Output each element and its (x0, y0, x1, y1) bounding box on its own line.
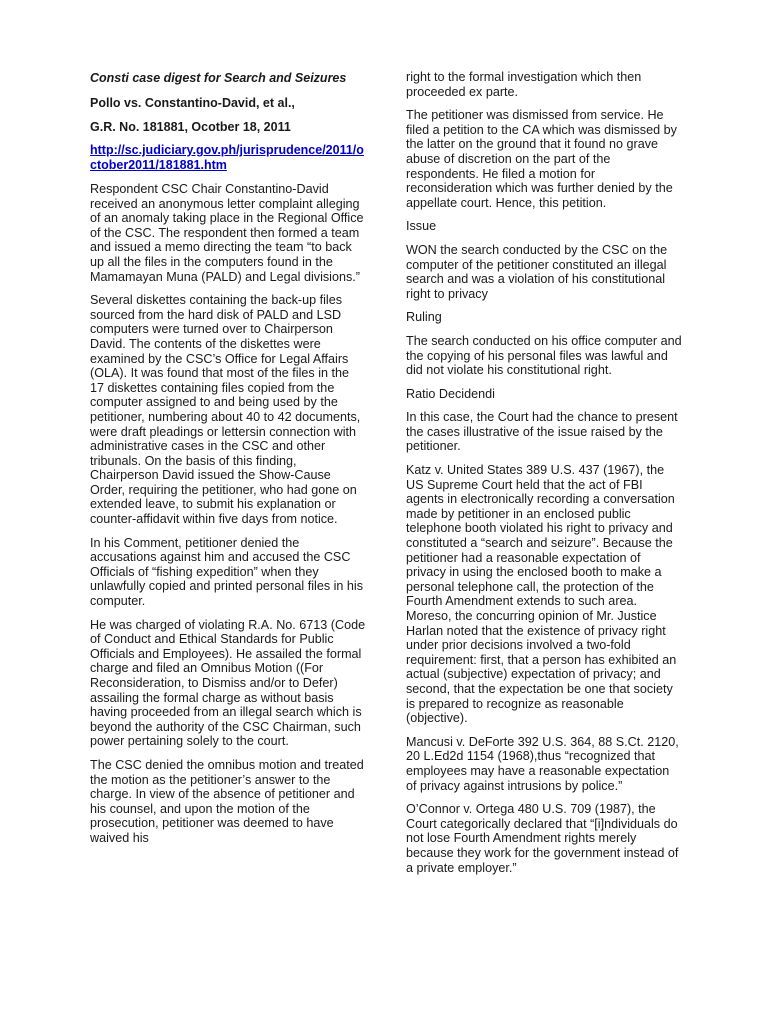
ruling-heading: Ruling (406, 310, 442, 325)
ratio-heading: Ratio Decidendi (406, 386, 495, 401)
left-column (90, 70, 366, 855)
facts-paragraph-3: In his Comment, petitioner denied the accusations against him and accused the CSC Officials of “fishing expedition” when they unlawfully copied and printed personal files in his computer. (90, 535, 364, 609)
ratio-paragraph-oconnor: O’Connor v. Ortega 480 U.S. 709 (1987), the Court categorically declared that “[i]ndividuals do not lose Fourth Amendment rights merely because they work for the government instead of a private employer.” (406, 802, 679, 875)
ratio-paragraph-katz: Katz v. United States 389 U.S. 437 (1967), the US Supreme Court held that the act of FBI agents in electronically recording a conversation made by petitioner in an enclosed public telephone booth violated his right to privacy and constituted a “search and seizure”. Because the petitioner had a reasonable expectation of privacy in using the enclosed booth to make a personal telephone call, the protection of the Fourth Amendment extends to such area. Moreso, the concurring opinion of Mr. Justice Harlan noted that the existence of privacy right under prior decisions involved a two-fold requirement: first, that a person has exhibited an actual (subjective) expectation of privacy; and second, that the expectation be one that society is prepared to recognize as reasonable (objective). (406, 463, 677, 726)
document-title: Consti case digest for Search and Seizures (90, 71, 347, 85)
gr-number: G.R. No. 181881, Ocotber 18, 2011 (90, 120, 291, 134)
source-link[interactable]: http://sc.judiciary.gov.ph/jurisprudence/2011/october2011/181881.htm (90, 143, 364, 172)
facts-paragraph-5: The CSC denied the omnibus motion and treated the motion as the petitioner’s answer to the charge. In view of the absence of petitioner and his counsel, and upon the motion of the prosecution, petitioner was deemed to have waived his (90, 757, 364, 845)
dismissal-paragraph: The petitioner was dismissed from service. He filed a petition to the CA which was dismissed by the latter on the ground that it found no grave abuse of discretion on the part of the respondents. He filed a motion for reconsideration which was further denied by the appellate court. Hence, this petition. (406, 108, 677, 210)
ratio-paragraph-mancusi: Mancusi v. DeForte 392 U.S. 364, 88 S.Ct. 2120, 20 L.Ed2d 1154 (1968),thus “recognized that employees may have a reasonable expectation of privacy against intrusions by police.” (406, 734, 679, 793)
case-name: Pollo vs. Constantino-David, et al., (90, 96, 295, 110)
ruling-text: The search conducted on his office computer and the copying of his personal files was lawful and did not violate his constitutional right. (406, 333, 682, 378)
right-column (406, 70, 682, 884)
ratio-paragraph-1: In this case, the Court had the chance to present the cases illustrative of the issue raised by the petitioner. (406, 410, 678, 454)
issue-heading: Issue (406, 219, 437, 234)
facts-paragraph-1: Respondent CSC Chair Constantino-David received an anonymous letter complaint alleging of an anomaly taking place in the Regional Office of the CSC. The respondent then formed a team and issued a memo directing the team “to back up all the files in the computers found in the Mamamayan Muna (PALD) and Legal divisions.” (90, 182, 364, 284)
issue-text: WON the search conducted by the CSC on the computer of the petitioner constituted an illegal search and was a violation of his constitutional right to privacy (406, 242, 668, 301)
facts-paragraph-2: Several diskettes containing the back-up files sourced from the hard disk of PALD and LSD computers were turned over to Chairperson David. The contents of the diskettes were examined by the CSC’s Office for Legal Affairs (OLA). It was found that most of the files in the 17 diskettes containing files copied from the computer assigned to and being used by the petitioner, numbering about 40 to 42 documents, were draft pleadings or lettersin connection with administrative cases in the CSC and other tribunals. On the basis of this finding, Chairperson David issued the Show-Cause Order, requiring the petitioner, who had gone on extended leave, to submit his explanation or counter-affidavit within five days from notice. (90, 293, 361, 527)
continuation-paragraph: right to the formal investigation which then proceeded ex parte. (406, 70, 642, 99)
facts-paragraph-4: He was charged of violating R.A. No. 6713 (Code of Conduct and Ethical Standards for Public Officials and Employees). He assailed the formal charge and filed an Omnibus Motion ((For Reconsideration, to Dismiss and/or to Defer) assailing the formal charge as without basis having proceeded from an illegal search which is beyond the authority of the CSC Chairman, such power pertaining solely to the court. (90, 617, 366, 749)
